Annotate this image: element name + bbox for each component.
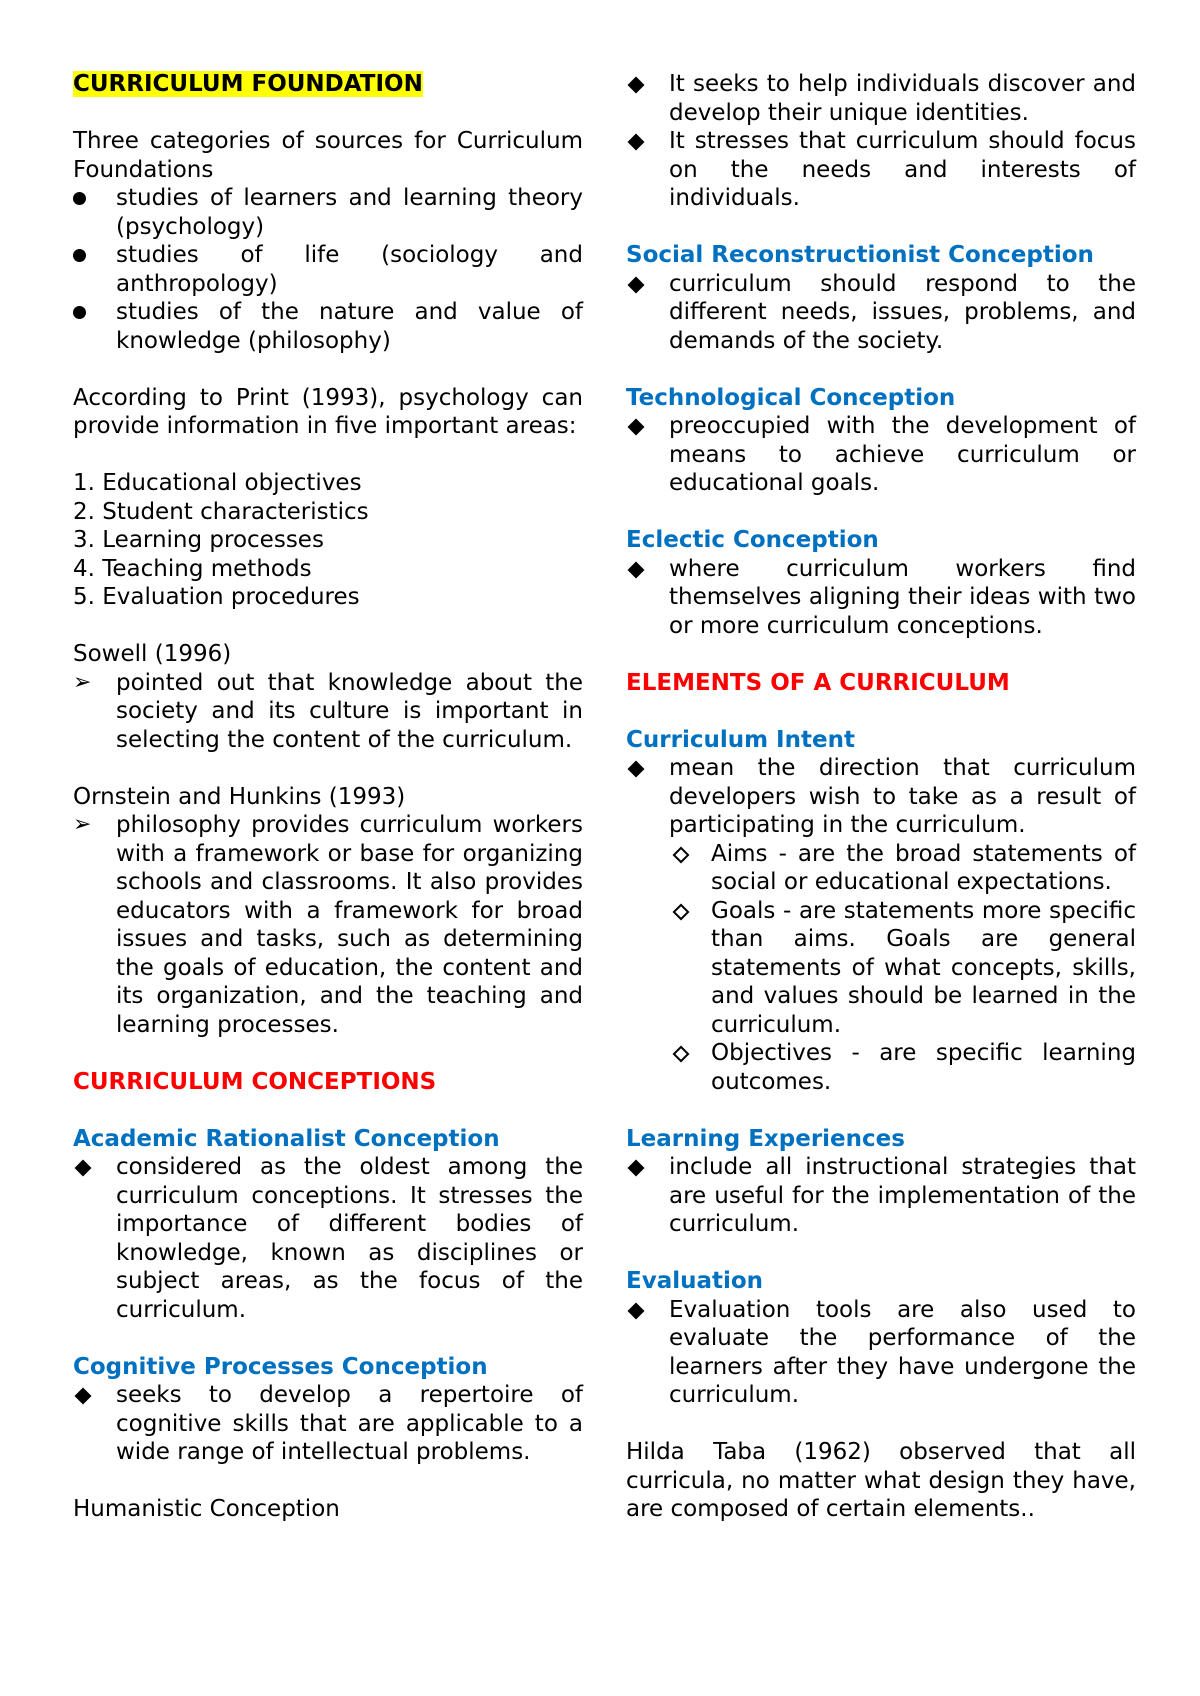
sowell-list — [73, 669, 583, 755]
area-item: 5. Evaluation procedures — [73, 584, 360, 610]
tech-list — [626, 412, 1136, 498]
academic-list — [73, 1153, 583, 1324]
cognitive-list — [73, 1381, 583, 1467]
outline-diamond-icon — [673, 903, 690, 920]
list-item: studies of the nature and value of knowledge (philosophy) — [73, 298, 583, 355]
list-item: studies of learners and learning theory (psychology) — [73, 184, 583, 241]
intent-list — [626, 754, 1136, 840]
list-item: preoccupied with the development of means to achieve curriculum or educational goals. — [626, 412, 1136, 498]
list-item: studies of life (sociology and anthropology) — [73, 241, 583, 298]
filled-diamond-icon — [628, 761, 645, 778]
humanistic-list — [626, 70, 1136, 213]
sources-list — [73, 184, 583, 355]
filled-diamond-icon — [628, 77, 645, 94]
eclectic-title: Eclectic Conception — [626, 527, 879, 553]
ornstein-list — [73, 811, 583, 1039]
filled-diamond-icon — [628, 1302, 645, 1319]
outline-diamond-icon — [673, 846, 690, 863]
list-item: It stresses that curriculum should focus on the needs and interests of individuals. — [626, 127, 1136, 213]
filled-diamond-icon — [628, 561, 645, 578]
evaluation-list — [626, 1296, 1136, 1410]
filled-circle-icon — [73, 249, 86, 262]
left-column — [73, 70, 583, 1524]
intent-title: Curriculum Intent — [626, 726, 855, 753]
list-item: Goals - are statements more specific than aims. Goals are general statements of what concepts, skills, and values should be learned in the curriculum. — [669, 897, 1136, 1040]
area-item: 3. Learning processes — [73, 527, 324, 553]
tech-title: Technological Conception — [626, 384, 956, 411]
filled-circle-icon — [73, 192, 86, 205]
list-item: Evaluation tools are also used to evaluate the performance of the learners after they have undergone the curriculum. — [626, 1296, 1136, 1410]
foundation-title: CURRICULUM FOUNDATION — [73, 71, 423, 97]
intent-sub-list — [669, 840, 1136, 1097]
cognitive-title: Cognitive Processes Conception — [73, 1353, 488, 1380]
list-item: Objectives - are specific learning outcomes. — [669, 1039, 1136, 1096]
list-item: Aims - are the broad statements of social or educational expectations. — [669, 840, 1136, 897]
list-item: considered as the oldest among the curriculum conceptions. It stresses the importance of different bodies of knowledge, known as disciplines or subject areas, as the focus of the curriculum. — [73, 1153, 583, 1324]
filled-diamond-icon — [628, 134, 645, 151]
sowell-title: Sowell (1996) — [73, 641, 232, 667]
area-item: 4. Teaching methods — [73, 555, 312, 582]
ornstein-title: Ornstein and Hunkins (1993) — [73, 783, 406, 810]
list-item: seeks to develop a repertoire of cognitive skills that are applicable to a wide range of intellectual problems. — [73, 1381, 583, 1467]
humanistic-title: Humanistic Conception — [73, 1496, 340, 1522]
area-item: 1. Educational objectives — [73, 470, 362, 496]
eclectic-list — [626, 555, 1136, 641]
social-list — [626, 270, 1136, 356]
evaluation-title: Evaluation — [626, 1268, 764, 1294]
filled-diamond-icon — [628, 419, 645, 436]
taba-paragraph: Hilda Taba (1962) observed that all curricula, no matter what design they have, are composed of certain elements.. — [626, 1439, 1136, 1522]
sources-intro: Three categories of sources for Curriculum Foundations — [73, 128, 583, 183]
arrowhead-icon: ➢ — [73, 812, 92, 837]
outline-diamond-icon — [673, 1046, 690, 1063]
list-item: ➢ pointed out that knowledge about the society and its culture is important in selecting the content of the curriculum. — [73, 669, 583, 753]
list-item: ➢ philosophy provides curriculum workers with a framework or base for organizing schools and classrooms. It also provides educators with a framework for broad issues and tasks, such as determining the goals of education, the content and its organization, and the teaching and learning processes. — [73, 812, 583, 1038]
experiences-title: Learning Experiences — [626, 1125, 905, 1152]
filled-diamond-icon — [628, 1160, 645, 1177]
list-item: where curriculum workers find themselves aligning their ideas with two or more curriculum conceptions. — [626, 555, 1136, 641]
arrowhead-icon: ➢ — [73, 669, 92, 695]
filled-circle-icon — [73, 306, 86, 319]
list-item: include all instructional strategies that are useful for the implementation of the curriculum. — [626, 1153, 1136, 1239]
filled-diamond-icon — [628, 276, 645, 293]
experiences-list — [626, 1153, 1136, 1239]
list-item: mean the direction that curriculum developers wish to take as a result of participating in the curriculum. — [626, 754, 1136, 840]
elements-title: ELEMENTS OF A CURRICULUM — [626, 669, 1010, 696]
list-item: It seeks to help individuals discover and develop their unique identities. — [626, 70, 1136, 127]
print-intro: According to Print (1993), psychology can provide information in five important areas: — [73, 384, 583, 439]
conceptions-title: CURRICULUM CONCEPTIONS — [73, 1068, 437, 1095]
list-item: curriculum should respond to the different needs, issues, problems, and demands of the society. — [626, 270, 1136, 356]
filled-diamond-icon — [75, 1160, 92, 1177]
social-title: Social Reconstructionist Conception — [626, 242, 1094, 268]
right-column — [626, 70, 1136, 1524]
area-item: 2. Student characteristics — [73, 498, 369, 525]
academic-title: Academic Rationalist Conception — [73, 1125, 500, 1152]
filled-diamond-icon — [75, 1388, 92, 1405]
